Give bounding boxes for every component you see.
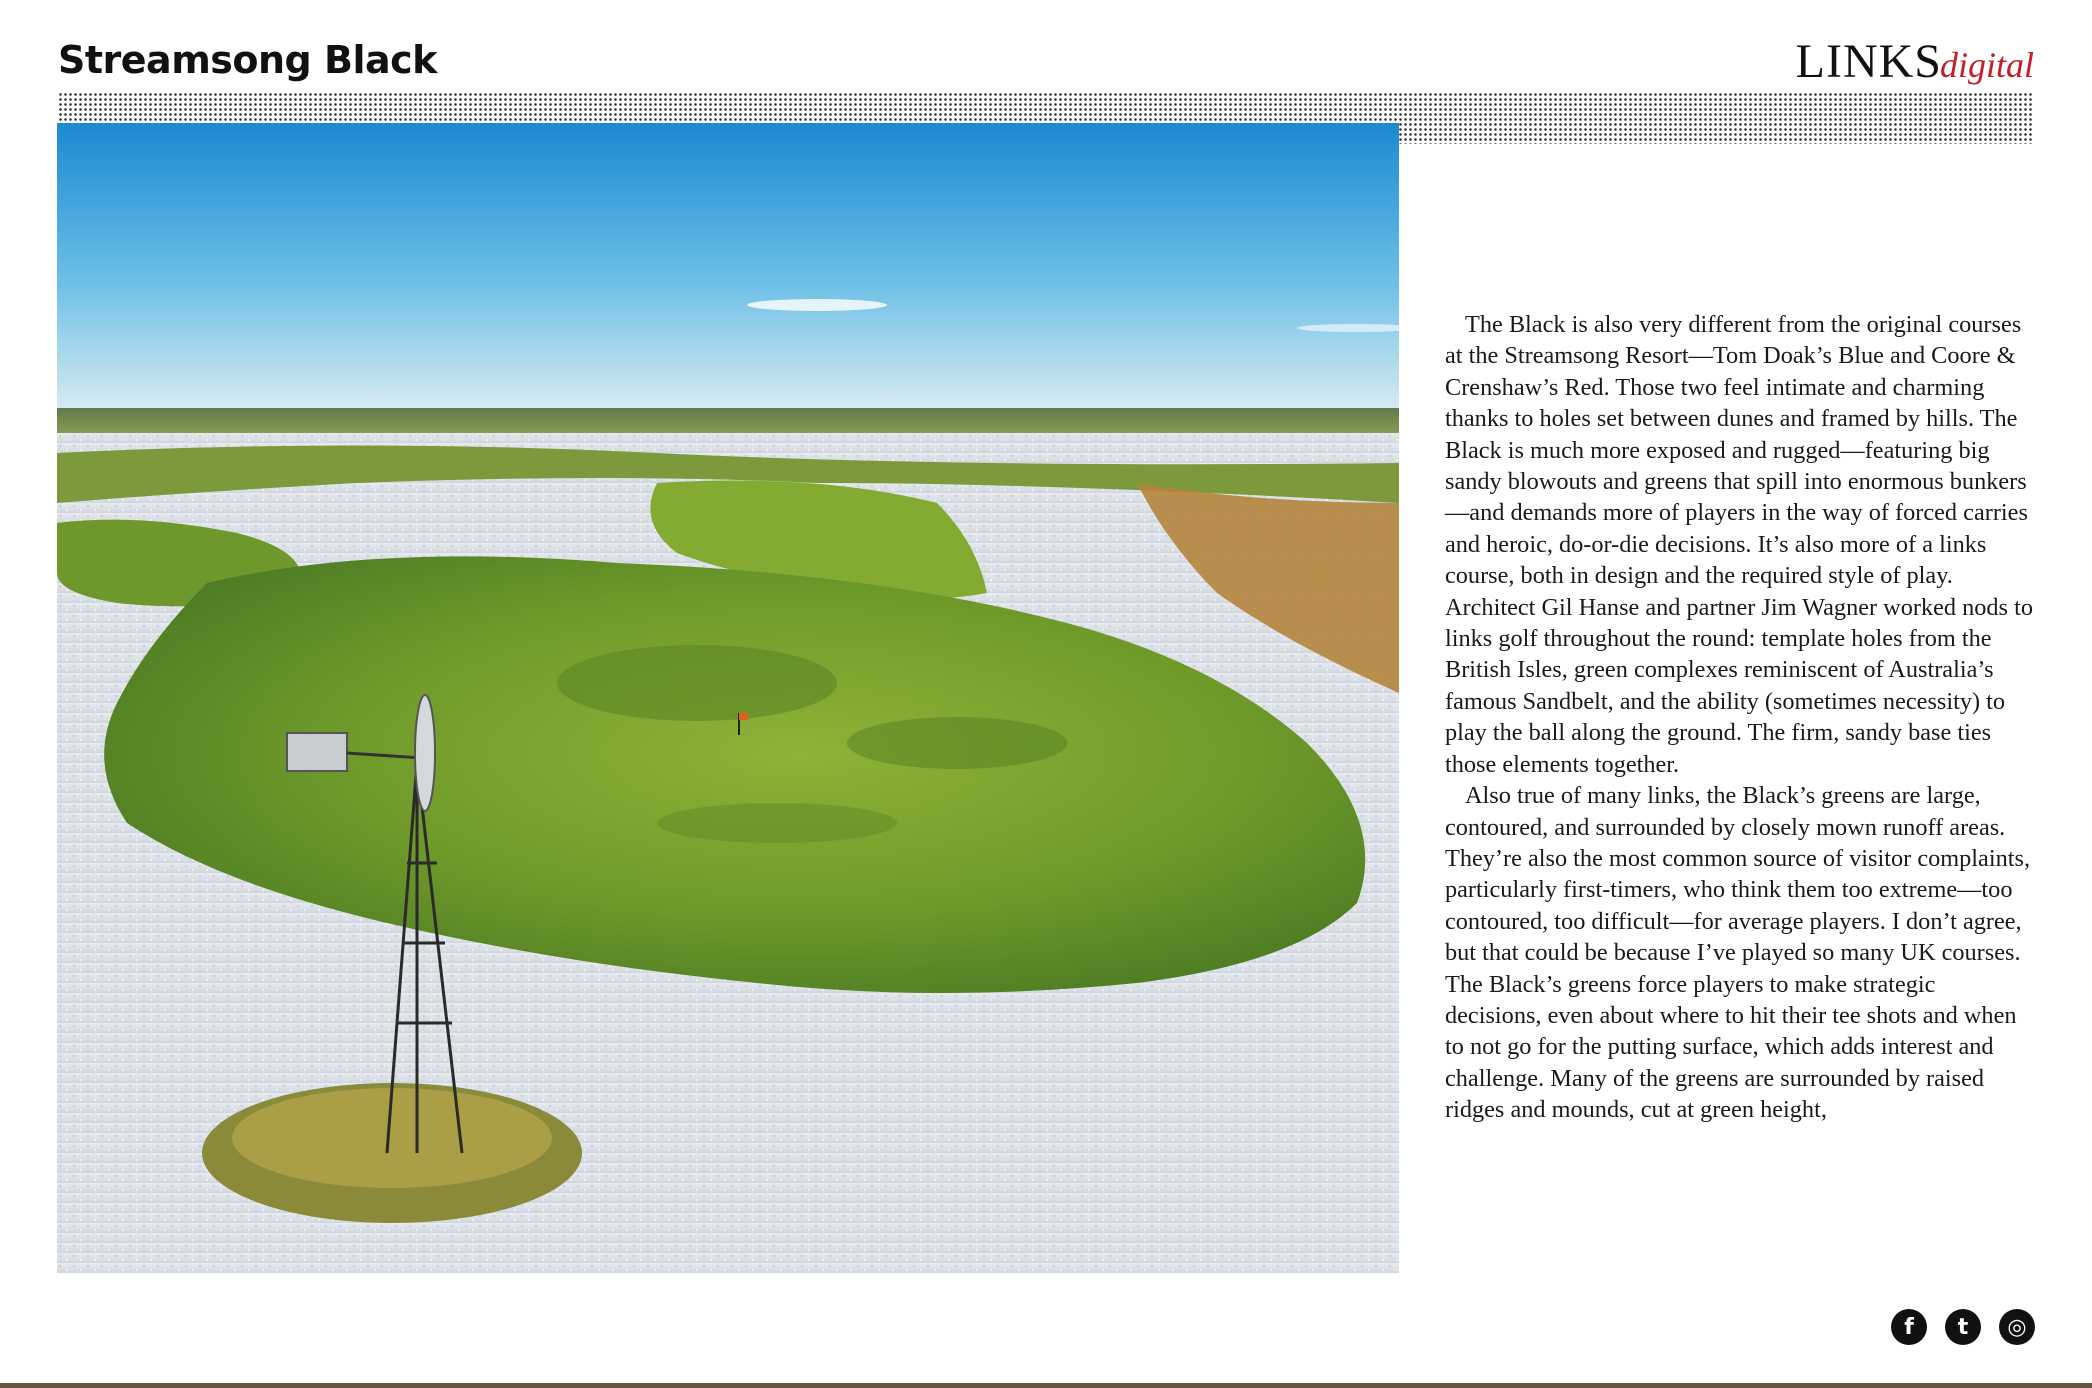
green-shadow bbox=[557, 645, 837, 721]
windmill-fan bbox=[415, 695, 435, 811]
cloud bbox=[747, 299, 887, 311]
green-shadow bbox=[847, 717, 1067, 769]
social-links bbox=[1891, 1309, 2035, 1345]
green-shadow bbox=[657, 803, 897, 843]
logo-sub: digital bbox=[1939, 45, 2034, 85]
page-title: Streamsong Black bbox=[58, 38, 437, 82]
facebook-icon[interactable]: f bbox=[1891, 1309, 1927, 1345]
sky bbox=[57, 123, 1399, 413]
windmill-tail bbox=[287, 733, 347, 771]
course-photo bbox=[57, 123, 1399, 1273]
course-photo-illustration bbox=[57, 123, 1399, 1273]
article-paragraph: Also true of many links, the Black’s greens are large, contoured, and surrounded by closely mown runoff areas. They’re also the most common source of visitor complaints, particularly first-timers, who think them too extreme—too contoured, too difficult—for average players. I don’t agree, but that could be because I’ve played so many UK courses. The Black’s greens force players to make strategic decisions, even about where to hit their tee shots and when to not go for the putting surface, which adds interest and challenge. Many of the greens are surrounded by raised ridges and mounds, cut at green height, bbox=[1445, 782, 2031, 1124]
twitter-icon[interactable]: t bbox=[1945, 1309, 1981, 1345]
links-digital-logo[interactable] bbox=[1796, 34, 2034, 89]
article-paragraph: The Black is also very different from the original courses at the Streamsong Resort—Tom Doak’s Blue and Coore & Crenshaw’s Red. Those two feel intimate and charming thanks to holes set between dunes and framed by hills. The Black is much more exposed and rugged—featuring big sandy blowouts and greens that spill into enormous bunkers—and demands more of players in the way of forced carries and heroic, do-or-die decisions. It’s also more of a links course, both in design and the required style of play. Architect Gil Hanse and partner Jim Wagner worked nods to links golf throughout the round: template holes from the British Isles, green complexes reminiscent of Australia’s famous Sandbelt, and the ability (sometimes necessity) to play the ball along the ground. The firm, sandy base ties those elements together. bbox=[1445, 311, 2033, 778]
instagram-icon[interactable]: ◎ bbox=[1999, 1309, 2035, 1345]
bottom-edge bbox=[0, 1383, 2092, 1388]
article-body bbox=[1445, 309, 2035, 1126]
logo-main: LINKS bbox=[1795, 35, 1942, 88]
flag-icon bbox=[739, 713, 748, 720]
